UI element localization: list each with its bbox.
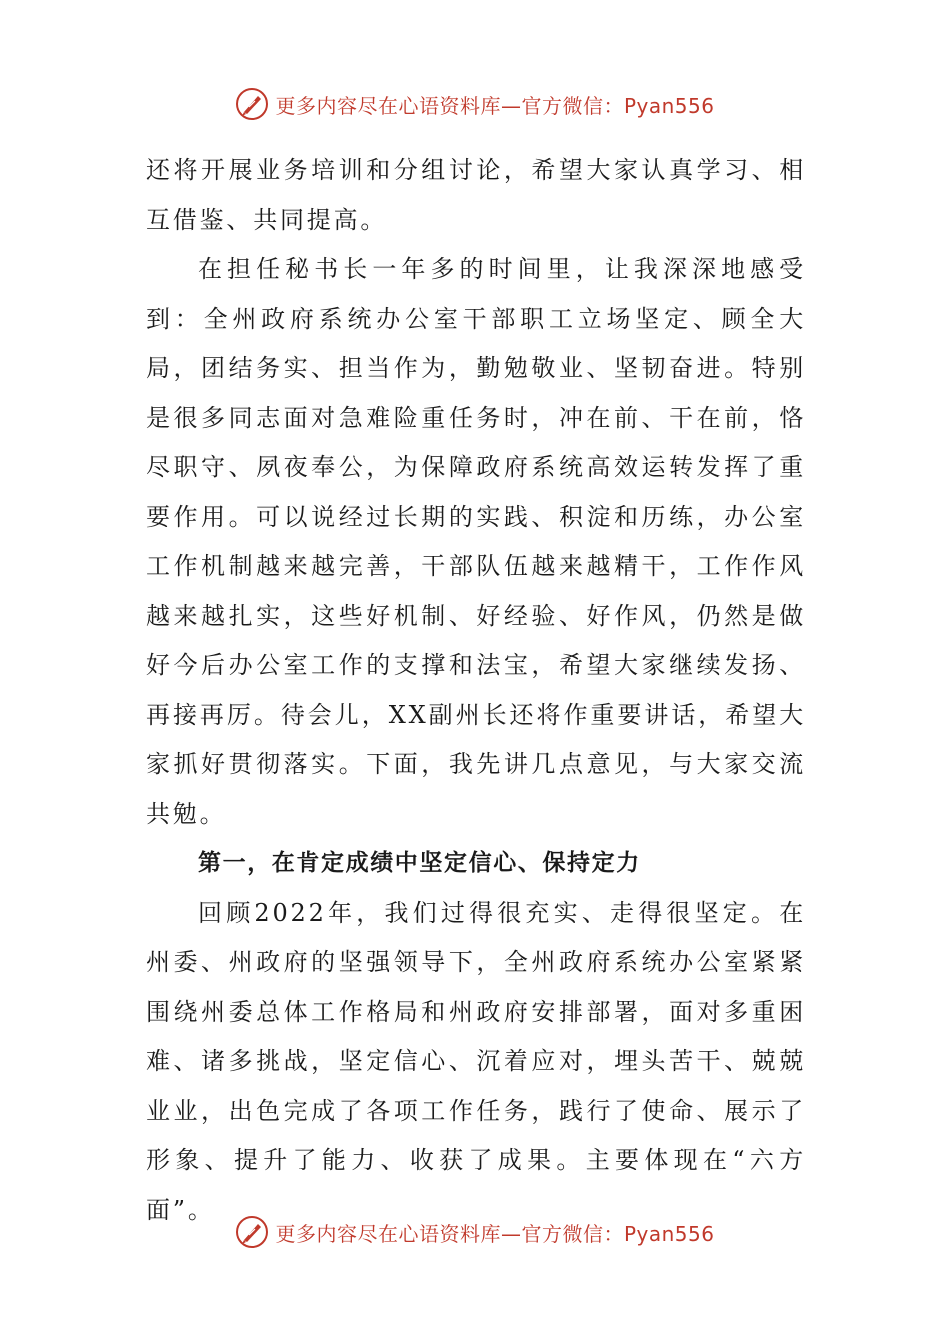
paragraph-secretary-general: 在担任秘书长一年多的时间里，让我深深地感受到：全州政府系统办公室干部职工立场坚定、顾全大局，团结务实、担当作为，勤勉敬业、坚韧奋进。特别是很多同志面对急难险重任务时，冲在前、干在前，恪尽职守、夙夜奉公，为保障政府系统高效运转发挥了重要作用。可以说经过长期的实践、积淀和历练，办公室工作机制越来越完善，干部队伍越来越精干，工作作风越来越扎实，这些好机制、好经验、好作风，仍然是做好今后办公室工作的支撑和法宝，希望大家继续发扬、再接再厉。待会儿，XX副州长还将作重要讲话，希望大家抓好贯彻落实。下面，我先讲几点意见，与大家交流共勉。	[146, 255, 806, 828]
bottom-watermark-banner	[0, 1212, 950, 1252]
paragraph-review-2022: 回顾2022年，我们过得很充实、走得很坚定。在州委、州政府的坚强领导下，全州政府系统办公室紧紧围绕州委总体工作格局和州政府安排部署，面对多重困难、诸多挑战，坚定信心、沉着应对，埋头苦干、兢兢业业，出色完成了各项工作任务，践行了使命、展示了形象、提升了能力、收获了成果。主要体现在“六方面”。	[146, 898, 806, 1224]
section-heading-first: 第一，在肯定成绩中坚定信心、保持定力	[198, 850, 641, 876]
quill-pen-logo-icon	[235, 87, 269, 121]
top-watermark-text: 更多内容尽在心语资料库—官方微信：Pyan556	[275, 93, 715, 118]
bottom-watermark-text: 更多内容尽在心语资料库—官方微信：Pyan556	[275, 1221, 715, 1246]
paragraph-continued: 还将开展业务培训和分组讨论，希望大家认真学习、相互借鉴、共同提高。	[146, 156, 806, 234]
top-watermark-banner	[0, 84, 950, 124]
document-body	[146, 146, 806, 1235]
quill-pen-logo-icon	[235, 1215, 269, 1249]
